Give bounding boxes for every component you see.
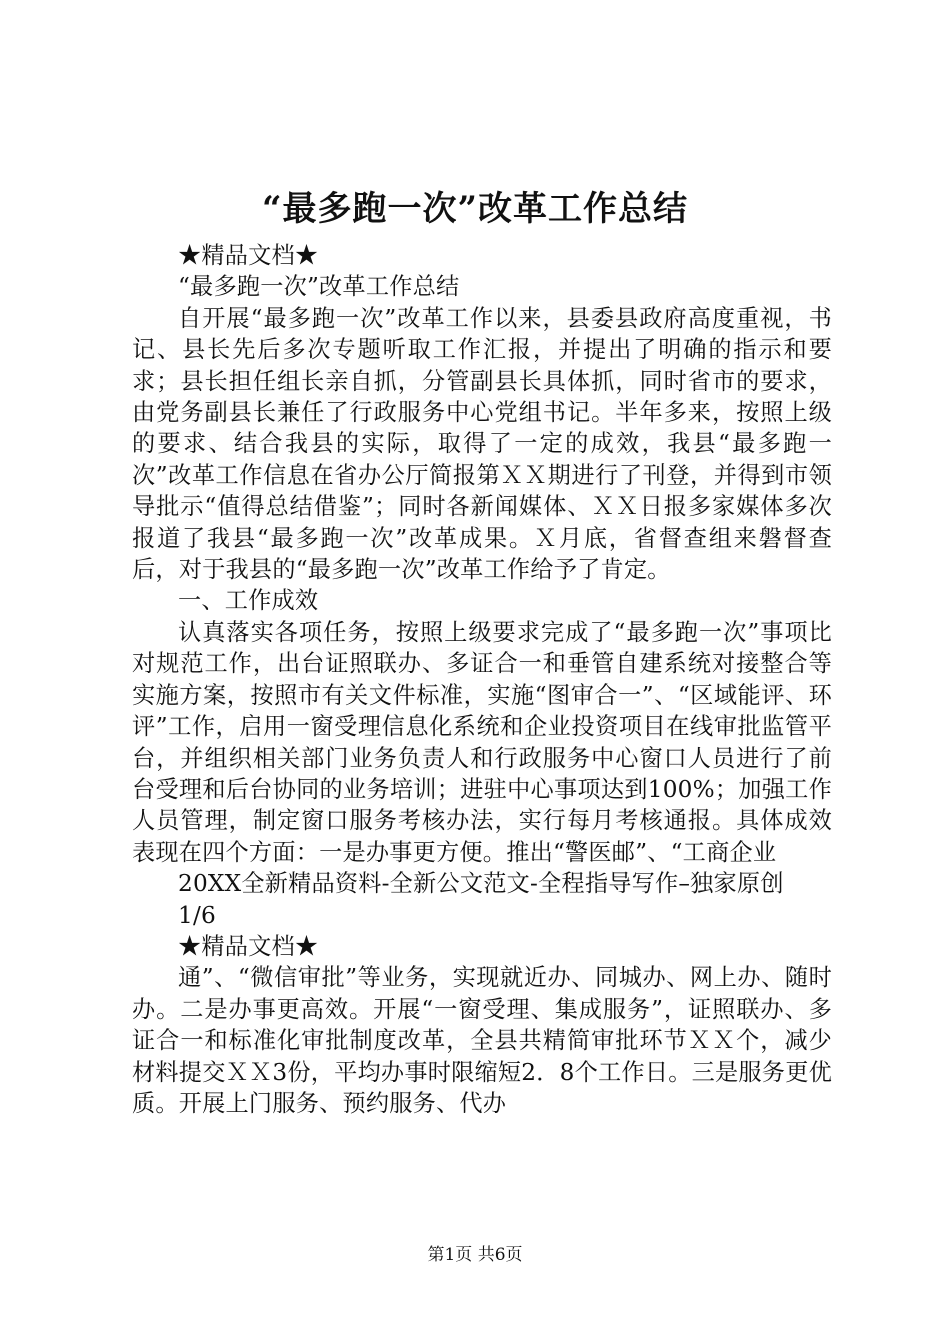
quality-badge-2: ★精品文档★ (178, 932, 319, 960)
quality-badge: ★精品文档★ (178, 242, 319, 269)
promo-line: 20XX全新精品资料-全新公文范文-全程指导写作–独家原创 (178, 870, 784, 898)
document-subtitle: “最多跑一次”改革工作总结 (178, 273, 460, 301)
page-marker: 1/6 (178, 901, 216, 929)
paragraph-continued: 通”、“微信审批”等业务，实现就近办、同城办、网上办、随时办。二是办事更高效。开展“一窗受理、集成服务”，证照联办、多证合一和标准化审批制度改革，全县共精简审批环节ＸＸ个，减少材料提交ＸＸ3份，平均办事时限缩短2．8个工作日。三是服务更优质。开展上门服务、预约服务、代办 (132, 964, 832, 1117)
section-heading: 一、工作成效 (178, 587, 319, 615)
paragraph-intro: 自开展“最多跑一次”改革工作以来，县委县政府高度重视，书记、县长先后多次专题听取工作汇报，并提出了明确的指示和要求；县长担任组长亲自抓，分管副县长具体抓，同时省市的要求，由党务副县长兼任了行政服务中心党组书记。半年多来，按照上级的要求、结合我县的实际，取得了一定的成效，我县“最多跑一次”改革工作信息在省办公厅简报第ＸＸ期进行了刊登，并得到市领导批示“值得总结借鉴”；同时各新闻媒体、ＸＸ日报多家媒体多次报道了我县“最多跑一次”改革成果。Ｘ月底，省督查组来磐督查后，对于我县的“最多跑一次”改革工作给予了肯定。 (132, 304, 832, 584)
paragraph-results: 认真落实各项任务，按照上级要求完成了“最多跑一次”事项比对规范工作，出台证照联办、多证合一和垂管自建系统对接整合等实施方案，按照市有关文件标准，实施“图审合一”、“区域能评、环评”工作，启用一窗受理信息化系统和企业投资项目在线审批监管平台，并组织相关部门业务负责人和行政服务中心窗口人员进行了前台受理和后台协同的业务培训；进驻中心事项达到100%；加强工作人员管理，制定窗口服务考核办法，实行每月考核通报。具体成效表现在四个方面：一是办事更方便。推出“警医邮”、“工商企业 (132, 618, 832, 866)
document-title: “最多跑一次”改革工作总结 (261, 189, 689, 229)
page-footer: 第1页 共6页 (427, 1245, 523, 1265)
document-body (132, 240, 832, 1119)
